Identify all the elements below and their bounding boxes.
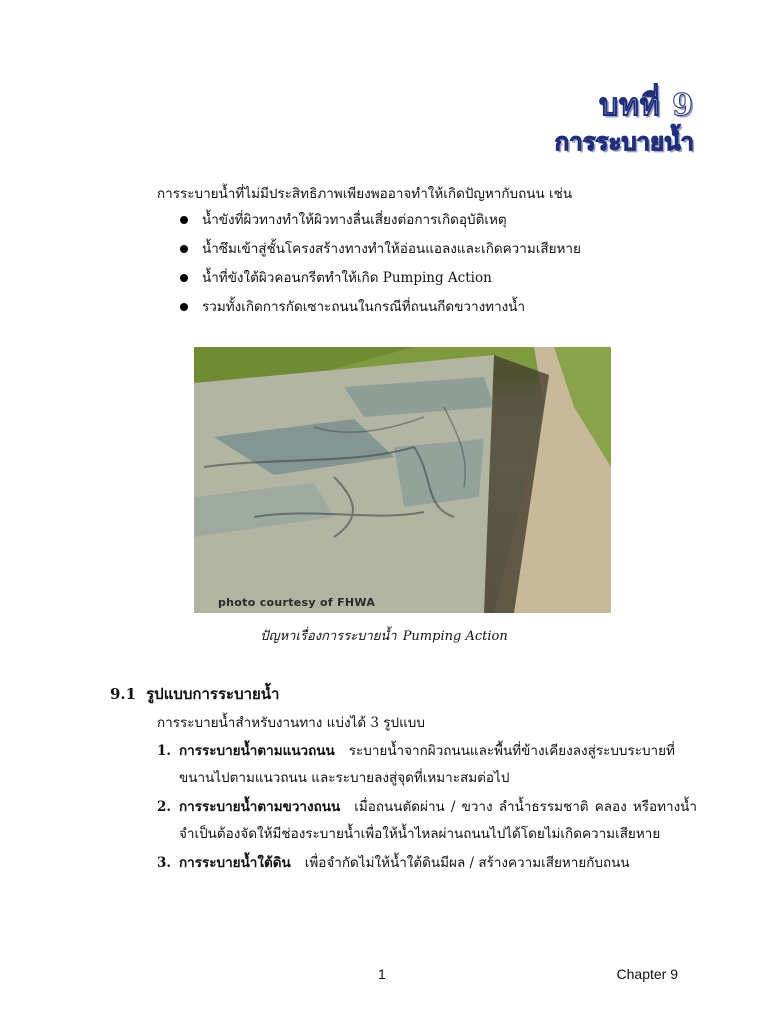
chapter-heading [555,88,694,158]
chapter-number: บทที่ 9 [599,88,694,123]
section-intro: การระบายน้ำสำหรับงานทาง แบ่งได้ 3 รูปแบบ [157,715,425,731]
photo-credit: photo courtesy of FHWA [218,596,376,609]
section-number: 9.1 [110,685,137,703]
caption-english: Pumping Action [402,629,508,644]
problem-list [176,210,581,326]
list-item [157,850,697,877]
problem-item: น้ำซึมเข้าสู่ชั้นโครงสร้างทางทำให้อ่อนแอลงและเกิดความเสียหาย [176,239,581,268]
page-number: 1 [378,966,386,982]
list-item [157,738,697,792]
road-pumping-photo [194,347,611,613]
intro-paragraph: การระบายน้ำที่ไม่มีประสิทธิภาพเพียงพออาจทำให้เกิดปัญหากับถนน เช่น [157,186,573,202]
caption-thai: ปัญหาเรื่องการระบายน้ำ [260,629,397,644]
chapter-title: การระบายน้ำ [554,127,694,156]
problem-item: น้ำที่ขังใต้ผิวคอนกรีตทำให้เกิด Pumping Action [176,268,581,297]
item-text: ระบายน้ำจากผิวถนนและพื้นที่ข้างเคียงลงสู่ระบบระบายที่ขนานไปตามแนวถนน และระบายลงสู่จุดที่เหมาะสมต่อไป [179,743,675,786]
item-number: 2. [157,799,172,815]
item-term: การระบายน้ำใต้ดิน [179,855,291,871]
problem-item: น้ำขังที่ผิวทางทำให้ผิวทางลื่นเสี่ยงต่อการเกิดอุบัติเหตุ [176,210,581,239]
section-heading [110,682,279,706]
item-term: การระบายน้ำตามแนวถนน [179,743,335,759]
item-text: เมื่อถนนตัดผ่าน / ขวาง ลำน้ำธรรมชาติ คลอง หรือทางน้ำจำเป็นต้องจัดให้มีช่องระบายน้ำเพื่อให้น้ำไหลผ่านถนนไปได้โดยไม่เกิดความเสียหาย [179,799,697,842]
item-term: การระบายน้ำตามขวางถนน [179,799,341,815]
item-number: 1. [157,743,172,759]
item-text: เพื่อจำกัดไม่ให้น้ำใต้ดินมีผล / สร้างความเสียหายกับถนน [304,855,630,871]
footer-chapter: Chapter 9 [616,966,678,982]
list-item [157,794,697,848]
problem-item: รวมทั้งเกิดการกัดเซาะถนนในกรณีที่ถนนกีดขวางทางน้ำ [176,297,581,326]
drainage-types-list [157,738,697,879]
road-illustration [194,347,611,613]
item-number: 3. [157,855,172,871]
photo-caption [0,625,768,646]
section-title: รูปแบบการระบายน้ำ [146,685,280,703]
